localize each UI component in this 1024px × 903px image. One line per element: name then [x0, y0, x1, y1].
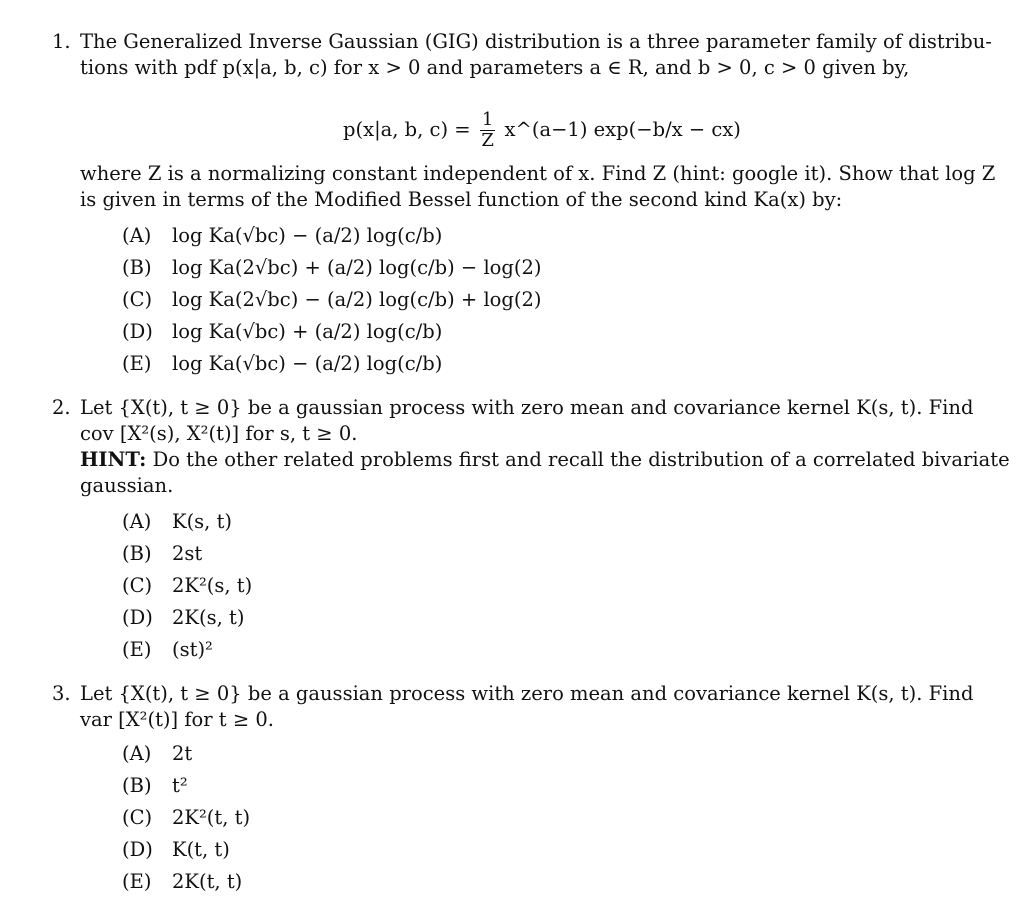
- q3-option-b-label: (B): [122, 774, 152, 797]
- q1-option-a-label: (A): [122, 224, 152, 247]
- q3-option-b: [122, 774, 188, 798]
- q1-option-a-text: log Ka(√bc) − (a/2) log(c/b): [172, 224, 443, 247]
- q1-number: 1.: [52, 30, 71, 53]
- q3-option-c: [122, 806, 250, 830]
- q2-option-d: [122, 606, 244, 630]
- q1-option-e-text: log Ka(√bc) − (a/2) log(c/b): [172, 352, 443, 375]
- q3-option-a-label: (A): [122, 742, 152, 765]
- q3-option-d: [122, 838, 230, 862]
- q1-text-line3: where Z is a normalizing constant independent of x. Find Z (hint: google it). Show that log Z: [80, 162, 996, 185]
- q1-option-e-label: (E): [122, 352, 152, 375]
- q1-option-b: [122, 256, 542, 280]
- q1-text-line2: tions with pdf p(x|a, b, c) for x > 0 and parameters a ∈ R, and b > 0, c > 0 given by,: [80, 56, 910, 79]
- q2-text-line2: cov [X²(s), X²(t)] for s, t ≥ 0.: [80, 422, 358, 445]
- q1-eq-rhs: x^(a−1) exp(−b/x − cx): [504, 118, 741, 141]
- q3-option-c-label: (C): [122, 806, 153, 829]
- q2-option-c: [122, 574, 252, 598]
- q2-option-a-label: (A): [122, 510, 152, 533]
- q3-option-a-text: 2t: [172, 742, 193, 765]
- q1-option-c-label: (C): [122, 288, 153, 311]
- q3-option-e-label: (E): [122, 870, 152, 893]
- q1-option-a: [122, 224, 442, 248]
- q3-text-line1: Let {X(t), t ≥ 0} be a gaussian process with zero mean and covariance kernel K(s, t). Find: [80, 682, 974, 705]
- q2-option-a: [122, 510, 232, 534]
- q2-option-d-text: 2K(s, t): [172, 606, 245, 629]
- q1-text-line1: The Generalized Inverse Gaussian (GIG) distribution is a three parameter family of distribu-: [80, 30, 992, 53]
- q1-eq-denominator: Z: [481, 130, 494, 151]
- q3-option-e: [122, 870, 242, 894]
- q3-option-d-text: K(t, t): [172, 838, 230, 861]
- q2-option-b-label: (B): [122, 542, 152, 565]
- q3-option-d-label: (D): [122, 838, 153, 861]
- q2-hint-text: Do the other related problems first and recall the distribution of a correlated bivariate: [146, 448, 1010, 471]
- q1-eq-lhs: p(x|a, b, c) =: [343, 118, 471, 141]
- q2-hint-label: HINT:: [80, 448, 147, 471]
- q1-pdf-equation: [343, 110, 741, 151]
- q3-option-a: [122, 742, 192, 766]
- q2-option-b-text: 2st: [172, 542, 203, 565]
- q1-option-d: [122, 320, 442, 344]
- q2-text-line1: Let {X(t), t ≥ 0} be a gaussian process with zero mean and covariance kernel K(s, t). Find: [80, 396, 974, 419]
- q2-option-e: [122, 638, 213, 662]
- q1-eq-fraction: [480, 110, 495, 151]
- q1-eq-numerator: 1: [481, 109, 494, 130]
- q1-option-b-text: log Ka(2√bc) + (a/2) log(c/b) − log(2): [172, 256, 542, 279]
- q3-option-e-text: 2K(t, t): [172, 870, 243, 893]
- q1-text-line4: is given in terms of the Modified Bessel function of the second kind Ka(x) by:: [80, 188, 843, 211]
- q2-text-line4: gaussian.: [80, 474, 174, 497]
- q1-option-d-text: log Ka(√bc) + (a/2) log(c/b): [172, 320, 443, 343]
- q2-option-e-label: (E): [122, 638, 152, 661]
- q2-option-a-text: K(s, t): [172, 510, 233, 533]
- q3-option-b-text: t²: [172, 774, 188, 797]
- q2-option-b: [122, 542, 202, 566]
- q2-option-c-text: 2K²(s, t): [172, 574, 253, 597]
- q1-option-e: [122, 352, 442, 376]
- q1-option-c-text: log Ka(2√bc) − (a/2) log(c/b) + log(2): [172, 288, 542, 311]
- q3-text-line2: var [X²(t)] for t ≥ 0.: [80, 708, 274, 731]
- q2-hint-line: [80, 448, 1010, 472]
- q3-option-c-text: 2K²(t, t): [172, 806, 251, 829]
- q2-option-d-label: (D): [122, 606, 153, 629]
- q2-option-e-text: (st)²: [172, 638, 213, 661]
- q1-option-b-label: (B): [122, 256, 152, 279]
- q1-option-c: [122, 288, 542, 312]
- q3-number: 3.: [52, 682, 71, 705]
- q2-option-c-label: (C): [122, 574, 153, 597]
- q2-number: 2.: [52, 396, 71, 419]
- q1-option-d-label: (D): [122, 320, 153, 343]
